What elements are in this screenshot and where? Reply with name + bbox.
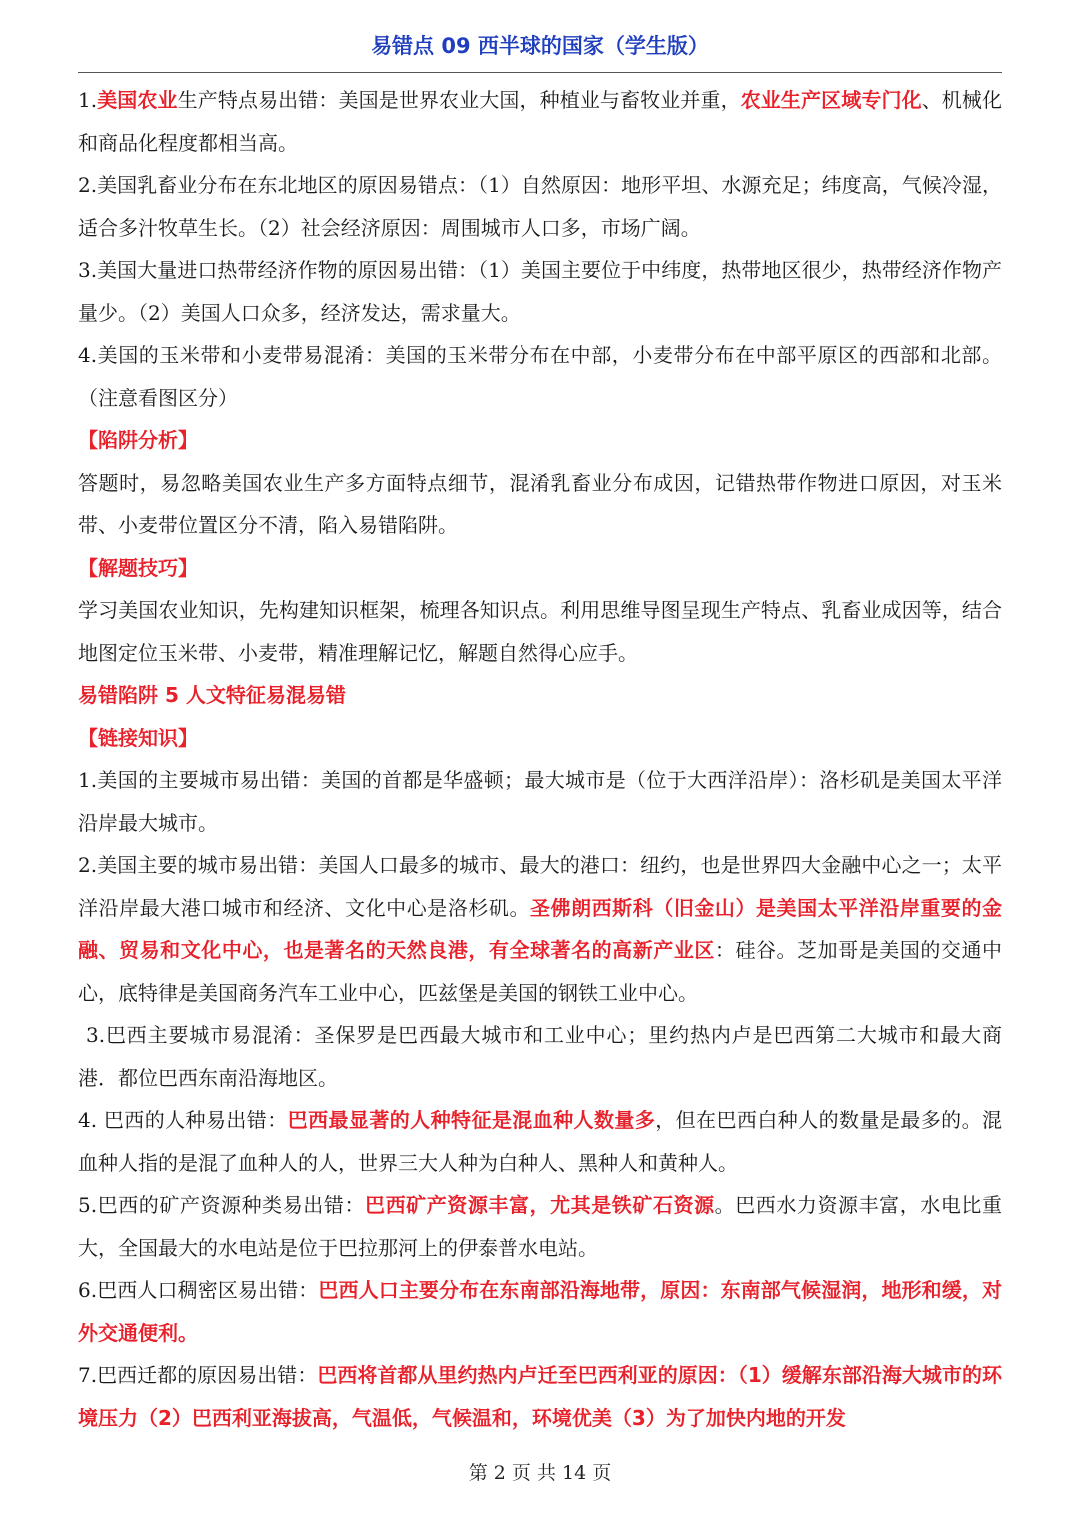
highlight-text: 巴西人口主要分布在东南部沿海地带，原因：东南部气候湿润，地形和缓，对外交通便利。 [78,1278,1002,1345]
text-run: ：硅谷。芝加哥是美国的交通中心，底特律是美国商务汽车工业中心，匹兹堡是美国的钢铁工业中心。 [78,938,1003,1005]
highlight-text: 巴西最显著的人种特征是混血种人数量多 [287,1108,656,1132]
highlight-text: 农业生产区域专门化 [740,88,922,112]
section-heading-trap-analysis: 【陷阱分析】 [78,428,198,452]
highlight-text: 巴西矿产资源丰富，尤其是铁矿石资源 [365,1193,715,1217]
text-run: 1. [78,88,98,112]
highlight-text: 圣佛朗西斯科（旧金山）是美国太平洋沿岸重要的金融、贸易和文化中心，也是著名的天然良港，有全球著名的高新产业区 [78,895,1002,962]
paragraph-brazil-race [78,1099,1002,1184]
highlight-text: 美国农业 [97,88,178,112]
text-run: 7.巴西迁都的原因易出错： [78,1363,318,1387]
text-run: 、机械化和商品化程度都相当高。 [78,88,1003,155]
text-run: 生产特点易出错：美国是世界农业大国，种植业与畜牧业并重， [177,88,741,112]
paragraph-brazil-capital [78,1354,1002,1439]
paragraph-brazil-cities: 3.巴西主要城市易混淆：圣保罗是巴西最大城市和工业中心；里约热内卢是巴西第二大城市和最大商港．都位巴西东南沿海地区。 [78,1023,1002,1090]
text-run: 2.美国主要的城市易出错：美国人口最多的城市、最大的港口：纽约，也是世界四大金融中心之一；太平洋沿岸最大港口城市和经济、文化中心是洛杉矶。 [78,853,1002,920]
text-run: ，但在巴西白种人的数量是最多的。混血种人指的是混了血种人的人，世界三大人种为白种人、黑种人和黄种人。 [78,1108,1002,1175]
text-run: 4. 巴西的人种易出错： [78,1108,288,1132]
paragraph-solving-tips: 学习美国农业知识，先构建知识框架，梳理各知识点。利用思维导图呈现生产特点、乳畜业成因等，结合地图定位玉米带、小麦带，精准理解记忆，解题自然得心应手。 [78,598,1002,665]
paragraph-tropical-imports: 3.美国大量进口热带经济作物的原因易出错：（1）美国主要位于中纬度，热带地区很少，热带经济作物产量少。（2）美国人口众多，经济发达，需求量大。 [78,258,1002,325]
page-number-footer: 第 2 页 共 14 页 [468,1462,612,1484]
header-divider [78,72,1002,73]
page-header-title: 易错点 09 西半球的国家（学生版） [371,34,709,58]
paragraph-trap-analysis: 答题时，易忽略美国农业生产多方面特点细节，混淆乳畜业分布成因，记错热带作物进口原因，对玉米带、小麦带位置区分不清，陷入易错陷阱。 [78,470,1002,537]
paragraph-us-cities: 1.美国的主要城市易出错：美国的首都是华盛顿；最大城市是（位于大西洋沿岸）：洛杉矶是美国太平洋沿岸最大城市。 [78,768,1002,835]
paragraph-brazil-population [78,1269,1002,1354]
section-heading-solving-tips: 【解题技巧】 [78,555,198,580]
paragraph-brazil-minerals [78,1184,1002,1269]
section-heading-trap-5: 易错陷阱 5 人文特征易混易错 [78,683,346,707]
highlight-text: 巴西将首都从里约热内卢迁至巴西利亚的原因：（1）缓解东部沿海大城市的环境压力（2）巴西利亚海拔高，气温低，气候温和，环境优美（3）为了加快内地的开发 [78,1363,1002,1430]
paragraph-dairy-belt: 2.美国乳畜业分布在东北地区的原因易错点：（1）自然原因：地形平坦、水源充足；纬度高，气候冷湿，适合多汁牧草生长。（2）社会经济原因：周围城市人口多，市场广阔。 [78,173,1002,240]
section-heading-linked-knowledge: 【链接知识】 [78,725,198,750]
text-run: 。巴西水力资源丰富，水电比重大，全国最大的水电站是位于巴拉那河上的伊泰普水电站。 [78,1193,1002,1260]
document-body [78,79,1002,1439]
paragraph-us-agriculture [78,79,1002,164]
paragraph-corn-wheat-belt: 4.美国的玉米带和小麦带易混淆：美国的玉米带分布在中部，小麦带分布在中部平原区的西部和北部。（注意看图区分） [78,343,1002,410]
text-run: 5.巴西的矿产资源种类易出错： [78,1193,366,1217]
paragraph-us-major-cities [78,844,1002,1014]
text-run: 6.巴西人口稠密区易出错： [78,1278,319,1302]
